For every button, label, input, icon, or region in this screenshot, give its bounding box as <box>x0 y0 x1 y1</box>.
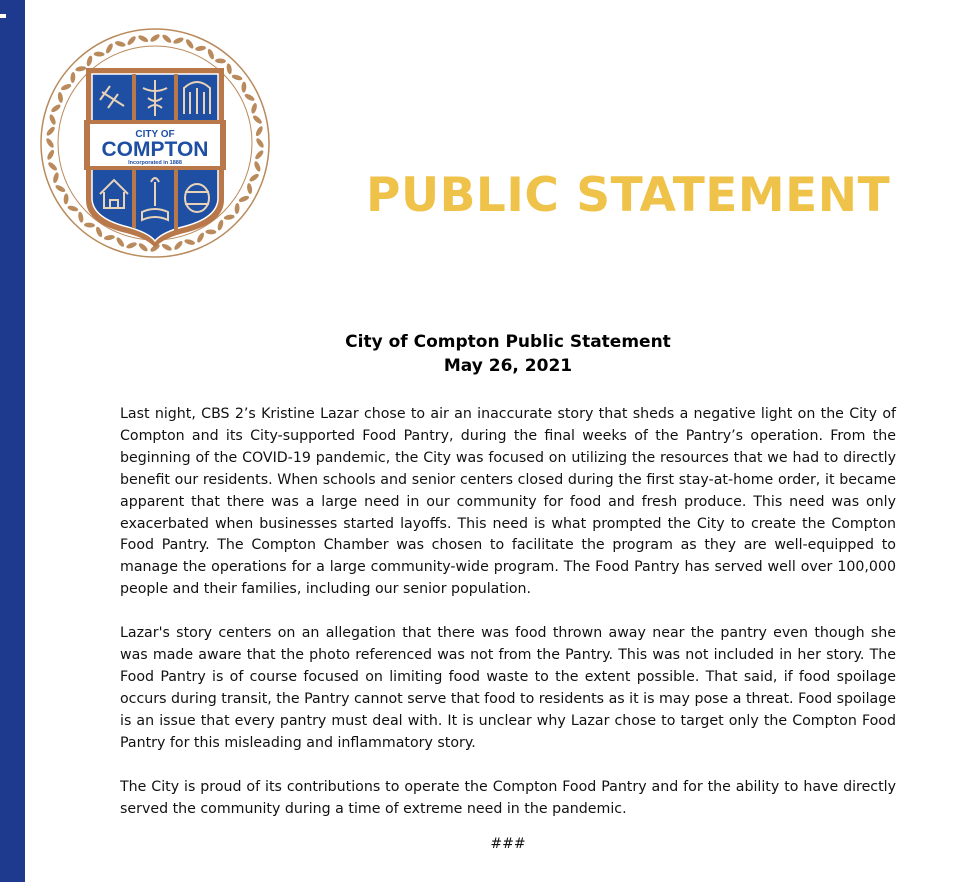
closing-mark: ### <box>490 836 526 852</box>
document-date: May 26, 2021 <box>443 356 573 376</box>
seal-text-compton: COMPTON <box>101 138 209 161</box>
document-title-block <box>120 330 896 378</box>
paragraph: Last night, CBS 2’s Kristine Lazar chose to air an inaccurate story that sheds a negative light on the City of Compton and its City-supported Food Pantry, during the final weeks of the Pantry’s operation. From the beginning of the COVID-19 pandemic, the City was focused on utilizing the resources that we had to directly benefit our residents. When schools and senior centers closed during the first stay-at-home order, it became apparent that there was a large need in our community for food and fresh produce. This need was only exacerbated when businesses started layoffs. This need is what prompted the City to create the Compton Food Pantry. The Compton Chamber was chosen to facilitate the program as they are well-equipped to manage the operations for a large community-wide program. The Food Pantry has served well over 100,000 people and their families, including our senior population. <box>120 406 896 598</box>
city-seal <box>38 22 272 268</box>
seal-text-incorporated: Incorporated in 1888 <box>128 160 182 166</box>
left-bar-tick <box>0 14 6 18</box>
document-title: City of Compton Public Statement <box>345 332 671 352</box>
public-statement-headline: PUBLIC STATEMENT <box>366 168 891 223</box>
statement-body <box>120 404 896 842</box>
paragraph: Lazar's story centers on an allegation that there was food thrown away near the pantry even though she was made aware that the photo referenced was not from the Pantry. This was not included in her story. The Food Pantry is of course focused on limiting food waste to the extent possible. That said, if food spoilage occurs during transit, the Pantry cannot serve that food to residents as it is may pose a threat. Food spoilage is an issue that every pantry must deal with. It is unclear why Lazar chose to target only the Compton Food Pantry for this misleading and inflammatory story. <box>120 625 896 751</box>
seal-text-city-of: CITY OF <box>135 129 175 140</box>
paragraph: The City is proud of its contributions to operate the Compton Food Pantry and for the ability to have directly served the community during a time of extreme need in the pandemic. <box>120 778 896 817</box>
left-accent-bar <box>0 0 25 882</box>
